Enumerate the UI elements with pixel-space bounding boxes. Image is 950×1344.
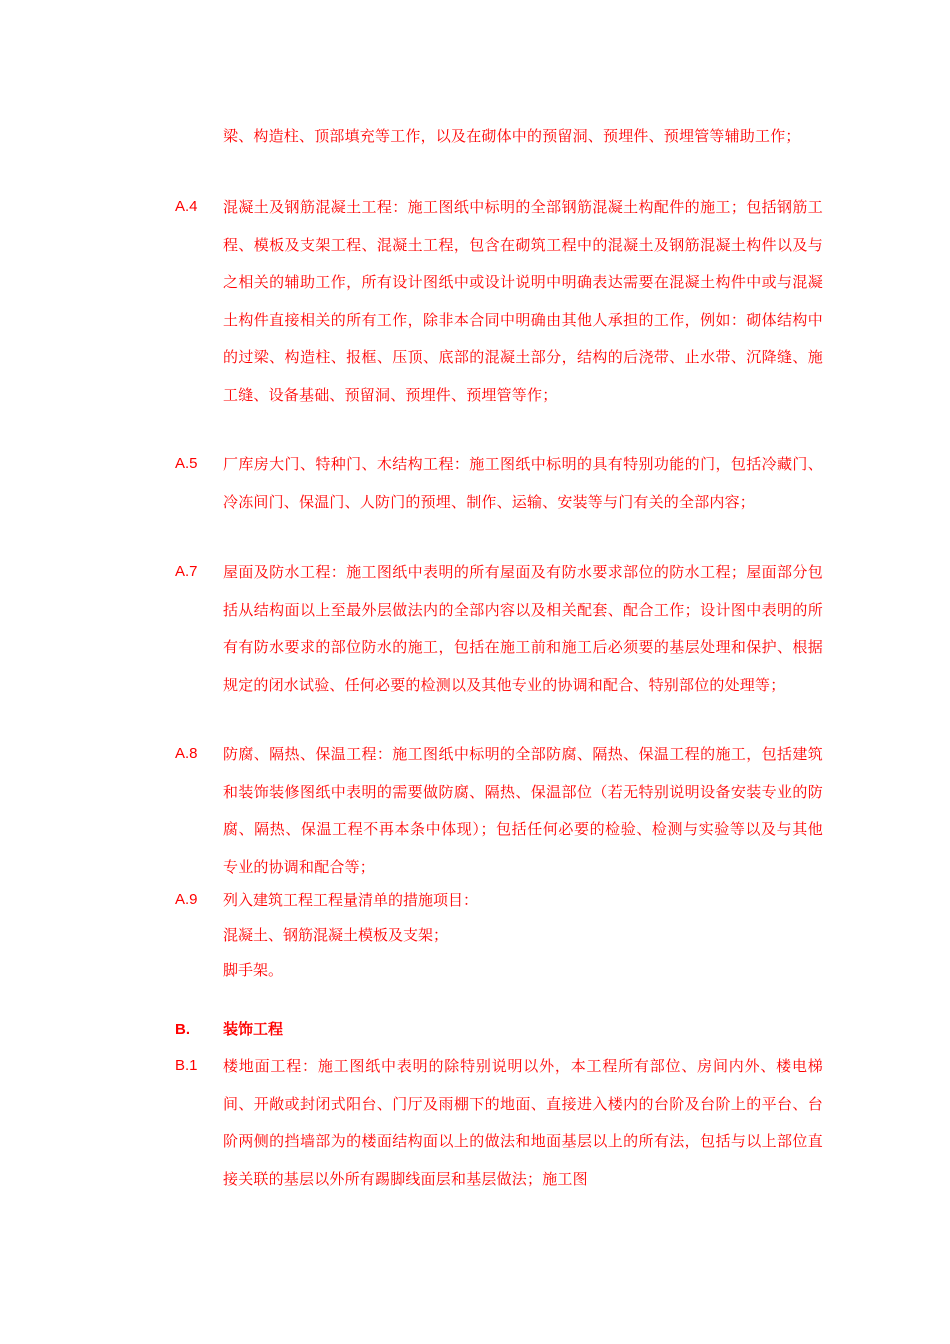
section-text: 防腐、隔热、保温工程：施工图纸中标明的全部防腐、隔热、保温工程的施工，包括建筑和装饰装修图纸中表明的需要做防腐、隔热、保温部位（若无特别说明设备安装专业的防腐、隔热、保温工程不再本条中体现）；包括任何必要的检验、检测与实验等以及与其他专业的协调和配合等；	[223, 745, 823, 876]
section-number: A.5	[175, 455, 198, 472]
section-text: 混凝土及钢筋混凝土工程：施工图纸中标明的全部钢筋混凝土构配件的施工；包括钢筋工程、模板及支架工程、混凝土工程，包含在砌筑工程中的混凝土及钢筋混凝土构件以及与之相关的辅助工作，所有设计图纸中或设计说明中明确表达需要在混凝土构件中或与混凝土构件直接相关的所有工作，除非本合同中明确由其他人承担的工作，例如：砌体结构中的过梁、构造柱、报框、压顶、底部的混凝土部分，结构的后浇带、止水带、沉降缝、施工缝、设备基础、预留洞、预埋件、预埋管等作；	[223, 198, 823, 404]
section-text: 屋面及防水工程：施工图纸中表明的所有屋面及有防水要求部位的防水工程；屋面部分包括从结构面以上至最外层做法内的全部内容以及相关配套、配合工作；设计图中表明的所有有防水要求的部位防水的施工，包括在施工前和施工后必须要的基层处理和保护、根据规定的闭水试验、任何必要的检测以及其他专业的协调和配合、特别部位的处理等；	[223, 563, 823, 694]
section-text: 列入建筑工程工程量清单的措施项目：	[223, 891, 479, 909]
section-text: 厂库房大门、特种门、木结构工程：施工图纸中标明的具有特别功能的门，包括冷藏门、冷冻间门、保温门、人防门的预埋、制作、运输、安装等与门有关的全部内容；	[223, 455, 823, 511]
sub-item: 混凝土、钢筋混凝土模板及支架；	[223, 926, 449, 944]
section-number: A.7	[175, 563, 198, 580]
section-text: 楼地面工程：施工图纸中表明的除特别说明以外，本工程所有部位、房间内外、楼电梯间、开敞或封闭式阳台、门厅及雨棚下的地面、直接进入楼内的台阶及台阶上的平台、台阶两侧的挡墙部为的楼面结构面以上的做法和地面基层以上的所有法，包括与以上部位直接关联的基层以外所有踢脚线面层和基层做法；施工图	[223, 1057, 823, 1188]
section-number: A.8	[175, 745, 198, 762]
section-number: B.1	[175, 1057, 198, 1074]
sub-item: 脚手架。	[223, 961, 284, 979]
section-number: B.	[175, 1021, 190, 1038]
continuation-text: 梁、构造柱、顶部填充等工作，以及在砌体中的预留洞、预埋件、预埋管等辅助工作；	[223, 127, 801, 145]
section-number: A.9	[175, 891, 198, 908]
section-title: 装饰工程	[223, 1021, 284, 1038]
section-number: A.4	[175, 198, 198, 215]
